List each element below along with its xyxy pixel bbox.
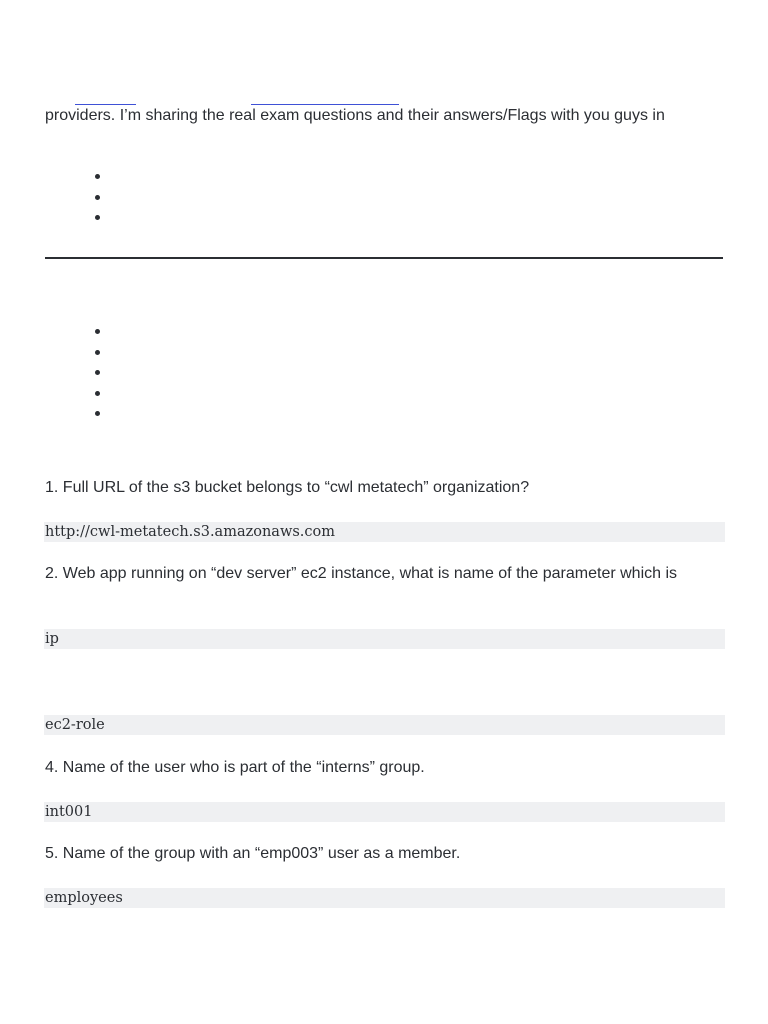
list-item	[95, 329, 100, 334]
bullet-list-2	[95, 329, 100, 432]
answer-3-code: ec2-role	[44, 715, 725, 735]
question-5: 5. Name of the group with an “emp003” user as a member.	[45, 845, 461, 862]
list-item	[95, 391, 100, 396]
question-2: 2. Web app running on “dev server” ec2 instance, what is name of the parameter which is	[45, 565, 678, 582]
list-item	[95, 215, 100, 220]
link-underline-2[interactable]	[251, 104, 399, 105]
list-item	[95, 411, 100, 416]
link-underline-1[interactable]	[75, 104, 136, 105]
question-4: 4. Name of the user who is part of the “interns” group.	[45, 759, 425, 776]
answer-5-code: employees	[44, 888, 725, 908]
list-item	[95, 174, 100, 179]
answer-1-code: http://cwl-metatech.s3.amazonaws.com	[44, 522, 725, 542]
question-1: 1. Full URL of the s3 bucket belongs to “cwl metatech” organization?	[45, 479, 530, 496]
answer-2-code: ip	[44, 629, 725, 649]
list-item	[95, 195, 100, 200]
list-item	[95, 370, 100, 375]
horizontal-divider	[45, 257, 723, 259]
list-item	[95, 350, 100, 355]
bullet-list-1	[95, 174, 100, 236]
intro-paragraph: providers. I’m sharing the real exam questions and their answers/Flags with you guys in	[45, 107, 665, 124]
answer-4-code: int001	[44, 802, 725, 822]
